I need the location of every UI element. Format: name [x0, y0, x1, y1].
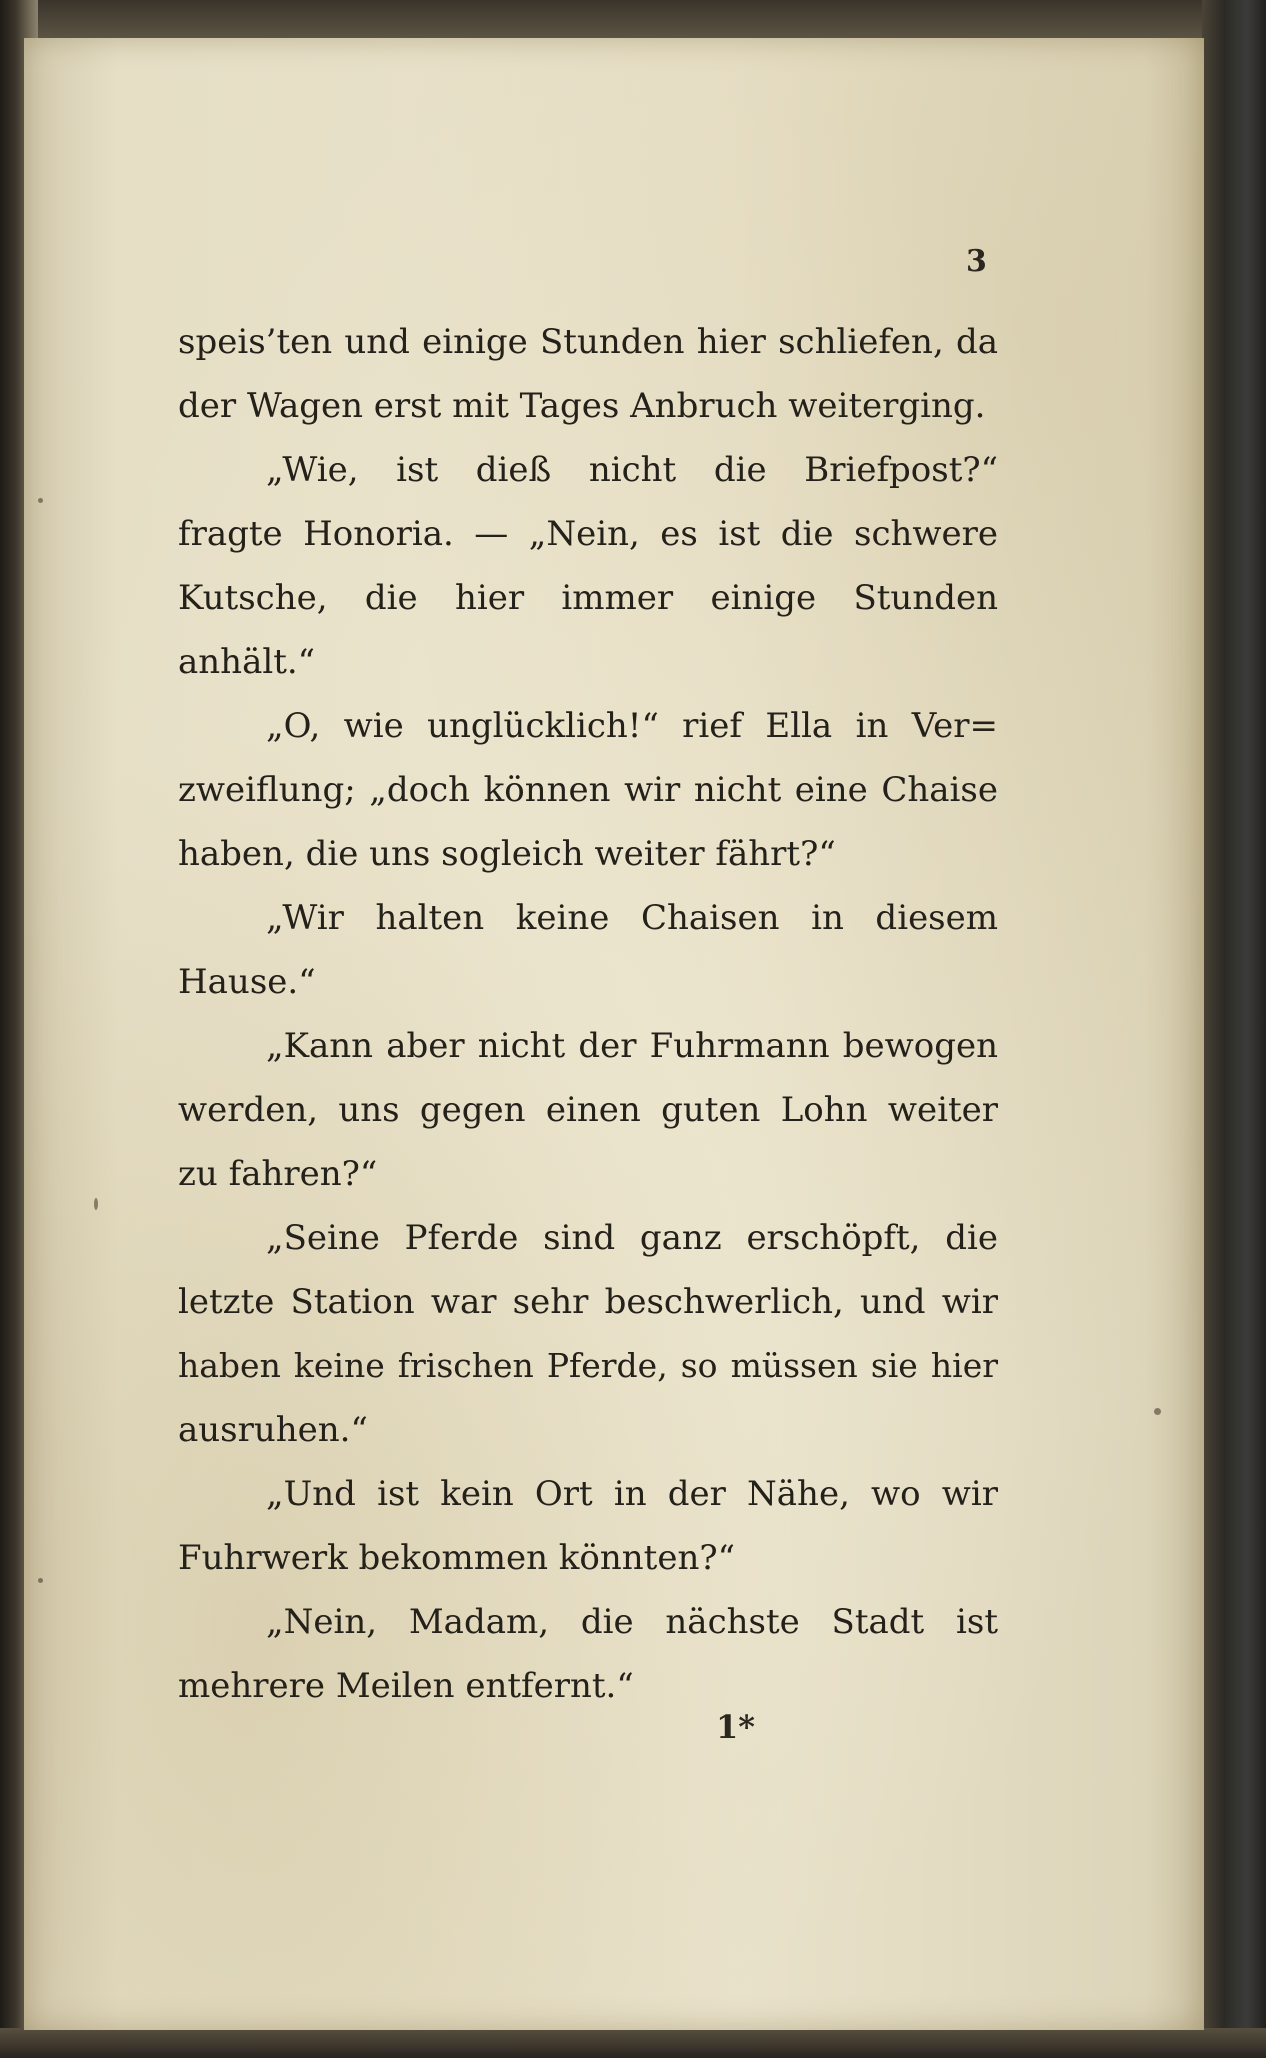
text-line: Hause.“ [178, 962, 316, 1002]
text-line: mehrere Meilen entfernt.“ [178, 1666, 634, 1706]
text-line: anhält.“ [178, 642, 316, 682]
paper-speck [38, 1578, 43, 1583]
text-line: „Wie, ist dieß nicht die Briefpost?“ [266, 450, 998, 490]
book-cover-bottom [0, 2028, 1266, 2058]
text-line: zweiflung; „doch können wir nicht eine Chaise [178, 770, 998, 810]
text-line: zu fahren?“ [178, 1154, 378, 1194]
text-line: „Kann aber nicht der Fuhrmann bewogen [266, 1026, 998, 1066]
book-cover-top [0, 0, 1266, 40]
printer-signature-mark: 1* [716, 1708, 755, 1746]
text-line: fragte Honoria. — „Nein, es ist die schwere [178, 514, 998, 554]
book-cover-right [1202, 0, 1266, 2058]
text-line: „Und ist kein Ort in der Nähe, wo wir [266, 1474, 998, 1514]
text-line: letzte Station war sehr beschwerlich, und wir [178, 1282, 998, 1322]
text-line: speis’ten und einige Stunden hier schliefen, da [178, 322, 998, 362]
text-line: ausruhen.“ [178, 1410, 368, 1450]
text-line: haben, die uns sogleich weiter fährt?“ [178, 834, 836, 874]
text-line: „Nein, Madam, die nächste Stadt ist [266, 1602, 998, 1642]
text-line: haben keine frischen Pferde, so müssen sie hier [178, 1346, 998, 1385]
text-line: der Wagen erst mit Tages Anbruch weiterging. [178, 386, 986, 426]
paper-speck [38, 498, 43, 503]
text-line: Kutsche, die hier immer einige Stunden [178, 578, 998, 618]
text-line: „Seine Pferde sind ganz erschöpft, die [266, 1218, 998, 1258]
paper-speck [1154, 1408, 1161, 1415]
text-line: „O, wie unglücklich!“ rief Ella in Ver= [266, 706, 998, 746]
text-line: „Wir halten keine Chaisen in diesem [266, 898, 998, 938]
text-line: Fuhrwerk bekommen könnten?“ [178, 1538, 735, 1578]
page-body-text [178, 310, 998, 1718]
paper-speck [94, 1198, 98, 1210]
page-number: 3 [966, 244, 987, 279]
text-line: werden, uns gegen einen guten Lohn weiter [178, 1090, 998, 1130]
